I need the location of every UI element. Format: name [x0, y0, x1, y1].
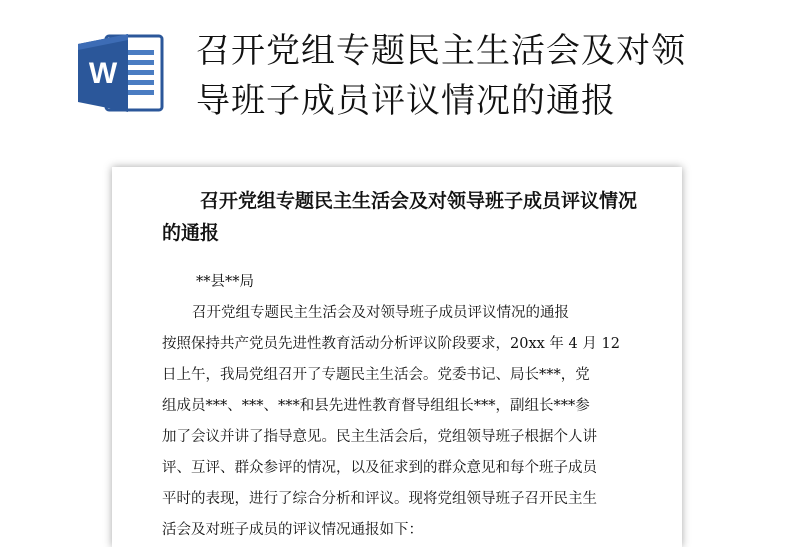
- document-line: 召开党组专题民主生活会及对领导班子成员评议情况的通报: [192, 305, 569, 321]
- document-line: 活会及对班子成员的评议情况通报如下：: [162, 522, 423, 538]
- page-title-line2: 导班子成员评议情况的通报: [196, 81, 616, 121]
- document-line: 平时的表现，进行了综合分析和评议。现将党组领导班子召开民主生: [162, 491, 597, 507]
- document-line: 按照保持共产党员先进性教育活动分析评议阶段要求，20xx 年 4 月 12: [162, 336, 620, 352]
- document-line: 日上午，我局党组召开了专题民主生活会。党委书记、局长***，党: [162, 367, 590, 383]
- document-line: 组成员***、***、***和县先进性教育督导组组长***，副组长***参: [162, 398, 590, 414]
- document-body: [162, 185, 646, 546]
- page-title: [196, 26, 736, 126]
- page-title-line1: 召开党组专题民主生活会及对领: [196, 31, 686, 71]
- document-line: 评、互评、群众参评的情况，以及征求到的群众意见和每个班子成员: [162, 460, 597, 476]
- word-icon-letter: W: [88, 57, 118, 90]
- word-document-icon: [76, 30, 166, 116]
- header: [0, 0, 800, 150]
- document-page: [112, 167, 682, 547]
- document-title: 召开党组专题民主生活会及对领导班子成员评议情况的通报: [162, 190, 638, 244]
- document-line: 加了会议并讲了指导意见。民主生活会后，党组领导班子根据个人讲: [162, 429, 597, 445]
- document-addressee: **县**局: [196, 274, 254, 290]
